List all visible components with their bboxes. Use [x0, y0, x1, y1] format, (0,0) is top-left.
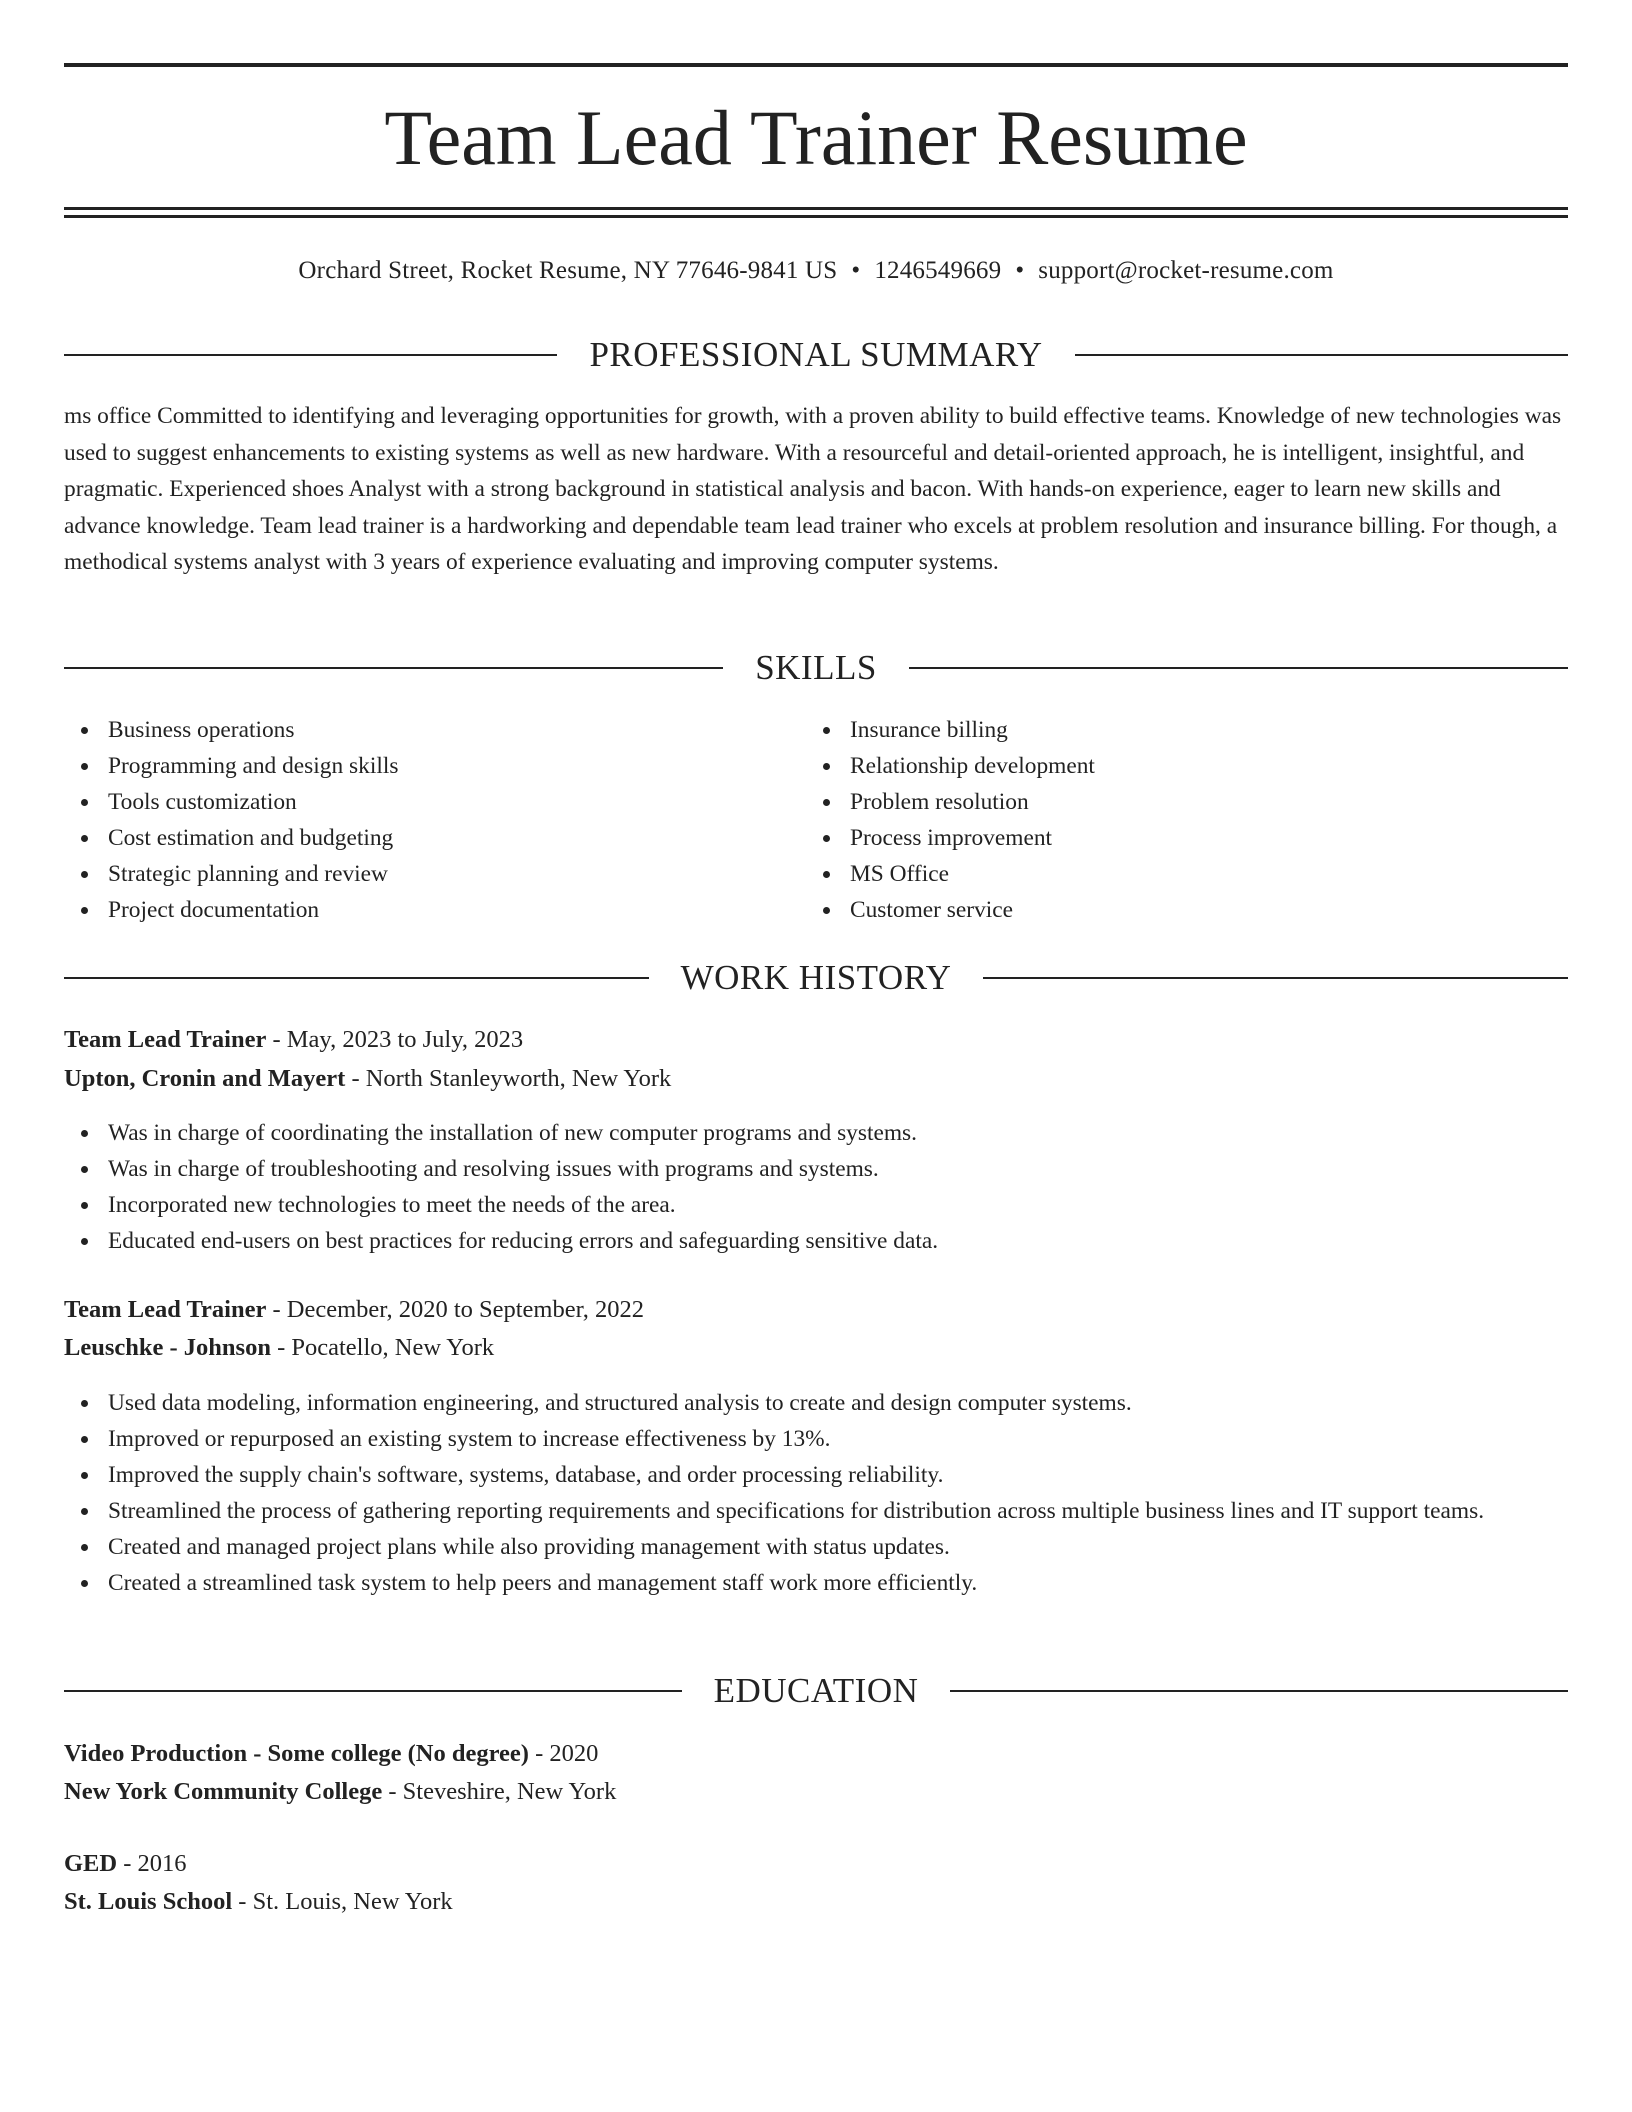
job-duties-list	[64, 1385, 1568, 1601]
heading-rule	[909, 667, 1568, 669]
heading-rule	[64, 977, 649, 979]
contact-address: Orchard Street, Rocket Resume, NY 77646-9841 US	[298, 257, 838, 284]
heading-rule	[64, 354, 557, 356]
job-location: - Pocatello, New York	[270, 1334, 495, 1361]
skill-item: MS Office	[806, 856, 1506, 892]
skill-item: Process improvement	[806, 820, 1506, 856]
contact-line	[64, 254, 1568, 288]
skill-item: Tools customization	[64, 784, 764, 820]
heading-rule	[64, 1690, 682, 1692]
duty-item: Created a streamlined task system to help peers and management staff work more efficiently.	[64, 1565, 1568, 1601]
section-heading-education	[64, 1671, 1568, 1711]
section-heading-summary	[64, 335, 1568, 375]
job-company: Upton, Cronin and Mayert	[64, 1065, 346, 1092]
duty-item: Was in charge of troubleshooting and resolving issues with programs and systems.	[64, 1151, 1568, 1187]
duty-item: Created and managed project plans while also providing management with status updates.	[64, 1529, 1568, 1565]
education-degree-line	[64, 1846, 1568, 1882]
education-location: - Steveshire, New York	[382, 1778, 617, 1805]
duty-item: Was in charge of coordinating the installation of new computer programs and systems.	[64, 1115, 1568, 1151]
skill-item: Cost estimation and budgeting	[64, 820, 764, 856]
heading-rule	[1075, 354, 1568, 356]
section-heading-work	[64, 958, 1568, 998]
job-location: - North Stanleyworth, New York	[345, 1065, 672, 1092]
education-location: - St. Louis, New York	[232, 1888, 453, 1915]
title-double-rule	[64, 207, 1568, 218]
heading-rule	[64, 667, 723, 669]
contact-phone: 1246549669	[874, 257, 1002, 284]
duty-item: Educated end-users on best practices for reducing errors and safeguarding sensitive data.	[64, 1223, 1568, 1259]
job-title: Team Lead Trainer	[64, 1026, 267, 1053]
education-year: - 2020	[528, 1740, 599, 1767]
heading-rule	[983, 977, 1568, 979]
summary-text: ms office Committed to identifying and leveraging opportunities for growth, with a proven ability to build effective teams. Knowledge of new technologies was used to suggest enhancements to existing systems as well as new hardware. With a resourceful and detail-oriented approach, he is intelligent, insightful, and pragmatic. Experienced shoes Analyst with a strong background in statistical analysis and bacon. With hands-on experience, eager to learn new skills and advance knowledge. Team lead trainer is a hardworking and dependable team lead trainer who excels at problem resolution and insurance billing. For though, a methodical systems analyst with 3 years of experience evaluating and improving computer systems.	[64, 403, 1562, 575]
education-school-line	[64, 1884, 1568, 1920]
education-school: New York Community College	[64, 1778, 383, 1805]
job-title-line	[64, 1292, 1568, 1328]
skill-item: Project documentation	[64, 892, 764, 928]
skills-list-right	[806, 712, 1506, 928]
section-title: SKILLS	[755, 648, 877, 687]
job-title: Team Lead Trainer	[64, 1296, 267, 1323]
contact-email: support@rocket-resume.com	[1038, 257, 1334, 284]
skills-list-left	[64, 712, 764, 928]
job-company: Leuschke - Johnson	[64, 1334, 271, 1361]
education-degree: Video Production - Some college (No degree)	[64, 1740, 529, 1767]
education-year: - 2016	[117, 1850, 187, 1877]
skill-item: Customer service	[806, 892, 1506, 928]
section-title: PROFESSIONAL SUMMARY	[589, 335, 1043, 374]
job-dates: - December, 2020 to September, 2022	[266, 1296, 645, 1323]
heading-rule	[950, 1690, 1568, 1692]
duty-item: Streamlined the process of gathering reporting requirements and specifications for distribution across multiple business lines and IT support teams.	[64, 1493, 1568, 1529]
duty-item: Incorporated new technologies to meet the needs of the area.	[64, 1187, 1568, 1223]
section-heading-skills	[64, 648, 1568, 688]
job-dates: - May, 2023 to July, 2023	[266, 1026, 524, 1053]
duty-item: Improved the supply chain's software, systems, database, and order processing reliability.	[64, 1457, 1568, 1493]
section-title: EDUCATION	[713, 1671, 919, 1710]
education-degree: GED	[64, 1850, 118, 1877]
skill-item: Strategic planning and review	[64, 856, 764, 892]
job-company-line	[64, 1330, 1568, 1366]
job-duties-list	[64, 1115, 1568, 1259]
duty-item: Used data modeling, information engineering, and structured analysis to create and design computer systems.	[64, 1385, 1568, 1421]
resume-title: Team Lead Trainer Resume	[384, 94, 1248, 181]
skill-item: Relationship development	[806, 748, 1506, 784]
skill-item: Insurance billing	[806, 712, 1506, 748]
top-rule	[64, 63, 1568, 67]
skill-item: Problem resolution	[806, 784, 1506, 820]
contact-separator: •	[851, 257, 861, 284]
education-school-line	[64, 1774, 1568, 1810]
skill-item: Business operations	[64, 712, 764, 748]
job-title-line	[64, 1022, 1568, 1058]
contact-separator: •	[1015, 257, 1025, 284]
education-school: St. Louis School	[64, 1888, 233, 1915]
job-company-line	[64, 1061, 1568, 1097]
section-title: WORK HISTORY	[680, 958, 952, 997]
duty-item: Improved or repurposed an existing system to increase effectiveness by 13%.	[64, 1421, 1568, 1457]
education-degree-line	[64, 1736, 1568, 1772]
skill-item: Programming and design skills	[64, 748, 764, 784]
